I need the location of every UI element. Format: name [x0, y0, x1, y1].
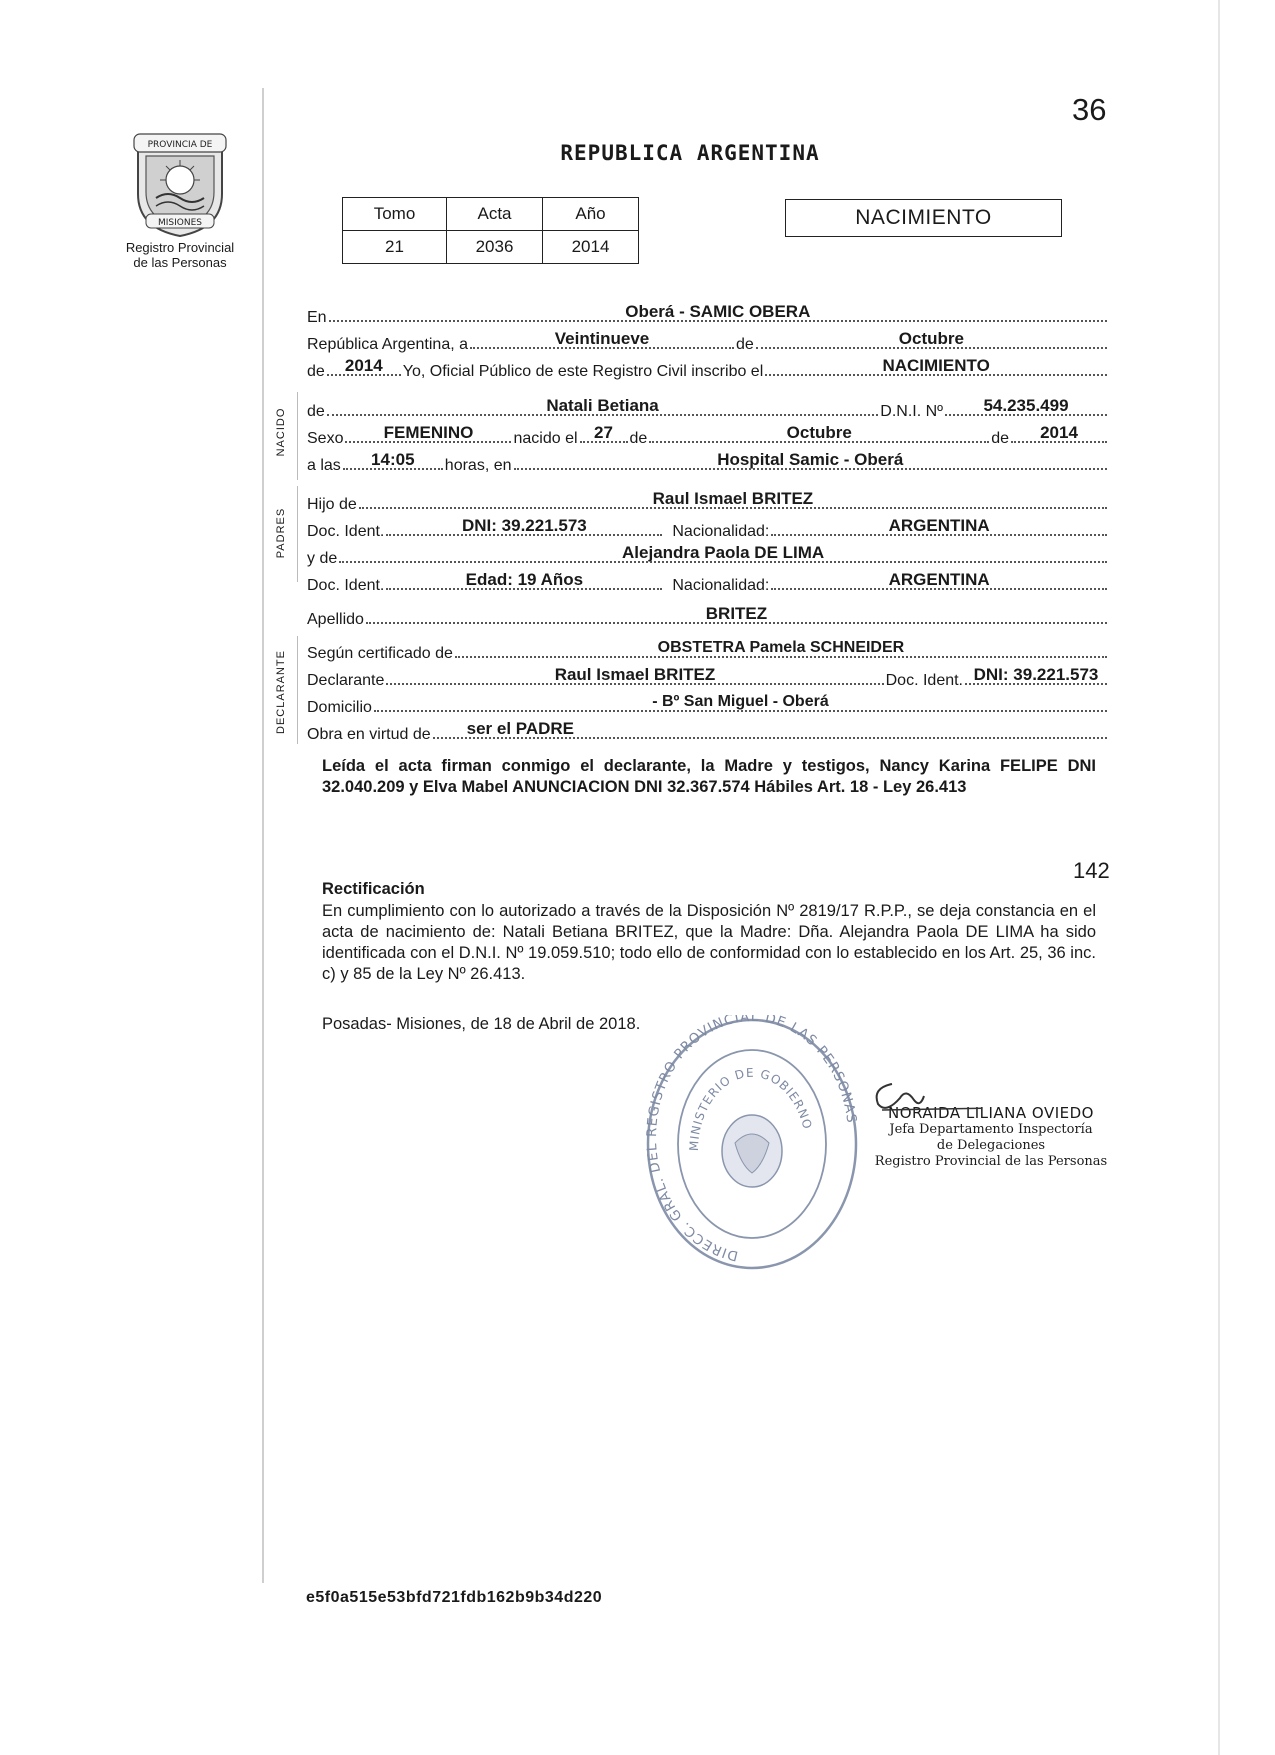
de-label-1: de [736, 336, 754, 353]
mother-doc-value: Edad: 19 Años [465, 570, 584, 589]
domicilio-label: Domicilio [307, 699, 372, 716]
line-time-place [307, 446, 1109, 476]
margin-number: 142 [1073, 858, 1110, 883]
father-doc-value: DNI: 39.221.573 [462, 516, 587, 535]
section-label-padres: PADRES [275, 507, 287, 559]
section-label-declarante: DECLARANTE [275, 650, 287, 734]
left-margin-rule [262, 88, 264, 1583]
time-value: 14:05 [371, 450, 415, 469]
right-margin-rule [1218, 0, 1220, 1755]
certificado-label: Según certificado de [307, 645, 453, 662]
nacido-el-label: nacido el [513, 430, 578, 447]
line-inscription [307, 352, 1109, 382]
doc-ident-label-1: Doc. Ident. [307, 523, 385, 540]
oficial-text: Yo, Oficial Público de este Registro Civil inscribo el [402, 363, 764, 380]
hijo-de-label: Hijo de [307, 496, 357, 513]
de-label-3: de [307, 403, 325, 420]
place-value: Oberá - SAMIC OBERA [625, 302, 811, 321]
official-stamp [643, 1015, 861, 1273]
nacido-bracket [297, 392, 299, 480]
nacionalidad-label-2: Nacionalidad: [672, 577, 770, 594]
provincial-seal-logo [128, 128, 232, 238]
nacionalidad-label-1: Nacionalidad: [672, 523, 770, 540]
seal-text-bottom: MISIONES [157, 218, 203, 228]
birth-day-value: 27 [594, 423, 613, 442]
document-hash: e5f0a515e53bfd721fdb162b9b34d220 [306, 1589, 603, 1606]
mother-value: Alejandra Paola DE LIMA [622, 543, 825, 562]
header-anio: Año [543, 198, 639, 231]
sexo-label: Sexo [307, 430, 344, 447]
de-label-2: de [307, 363, 325, 380]
line-certificado [307, 634, 1109, 664]
apellido-value: BRITEZ [705, 604, 768, 623]
domicilio-value: - Bº San Miguel - Oberá [652, 693, 829, 710]
closing-statement: Leída el acta firman conmigo el declarante, la Madre y testigos, Nancy Karina FELIPE DNI 32.040.209 y Elva Mabel ANUNCIACION DNI 32.367.574 Hábiles Art. 18 - Ley 26.413 [322, 757, 1096, 796]
line-father-doc [307, 512, 1109, 542]
registry-table-header-row [343, 198, 639, 231]
declarante-bracket [297, 636, 299, 744]
header-acta: Acta [447, 198, 543, 231]
republica-label: República Argentina, a [307, 336, 468, 353]
stamp-inner-text: MINISTERIO DE GOBIERNO [686, 1065, 815, 1152]
declarante-doc-value: DNI: 39.221.573 [973, 665, 1099, 684]
day-words-value: Veintinueve [554, 329, 650, 348]
child-name-value: Natali Betiana [546, 396, 659, 415]
seal-caption-line2: de las Personas [133, 255, 227, 270]
rectificacion-place-date: Posadas- Misiones, de 18 de Abril de 2018. [322, 1015, 641, 1033]
horas-en-label: horas, en [444, 457, 512, 474]
sexo-value: FEMENINO [383, 423, 474, 442]
line-date [307, 325, 1109, 355]
declarante-label: Declarante [307, 672, 385, 689]
line-father [307, 485, 1109, 515]
line-domicilio [307, 688, 1109, 718]
registry-table [342, 197, 639, 264]
line-obra [307, 715, 1109, 745]
seal-text-top: PROVINCIA DE [147, 140, 213, 150]
signature-block [866, 1080, 1116, 1170]
obra-label: Obra en virtud de [307, 726, 431, 743]
declarante-value: Raul Ismael BRITEZ [554, 665, 716, 684]
apellido-label: Apellido [307, 611, 364, 628]
seal-caption [108, 240, 252, 270]
en-label: En [307, 309, 327, 326]
line-declarante [307, 661, 1109, 691]
y-de-label: y de [307, 550, 338, 567]
signatory-name: NORAIDA LILIANA OVIEDO [888, 1104, 1094, 1122]
certificado-value: OBSTETRA Pamela SCHNEIDER [657, 639, 905, 656]
section-label-nacido: NACIDO [275, 407, 287, 457]
doc-ident-label-3: Doc. Ident. [885, 672, 963, 689]
document-title: REPUBLICA ARGENTINA [560, 141, 820, 165]
de-label-4: de [629, 430, 648, 447]
value-tomo: 21 [343, 231, 447, 264]
line-place [307, 298, 1109, 328]
obra-value: ser el PADRE [466, 719, 575, 738]
inscription-value: NACIMIENTO [882, 356, 990, 375]
a-las-label: a las [307, 457, 341, 474]
birth-month-value: Octubre [786, 423, 852, 442]
line-child-name [307, 392, 1109, 422]
signatory-title-1: Jefa Departamento Inspectoría [889, 1122, 1093, 1137]
value-acta: 2036 [447, 231, 543, 264]
rectificacion-title: Rectificación [322, 880, 425, 898]
hospital-value: Hospital Samic - Oberá [717, 450, 904, 469]
signatory-title-3: Registro Provincial de las Personas [874, 1154, 1108, 1169]
rectificacion-body: En cumplimiento con lo autorizado a través de la Disposición Nº 2819/17 R.P.P., se deja constancia en el acta de nacimiento de: Natali Betiana BRITEZ, que la Madre: Dña. Alejandra Paola DE LIMA ha sido identificada con el D.N.I. Nº 19.059.510; todo ello de conformidad con lo establecido en los Art. 25, 36 inc. c) y 85 de la Ley Nº 26.413. [322, 902, 1096, 983]
line-mother [307, 539, 1109, 569]
padres-bracket [297, 486, 299, 582]
month-value: Octubre [898, 329, 964, 348]
signatory-title-2: de Delegaciones [936, 1138, 1046, 1153]
line-sex-birth [307, 419, 1109, 449]
value-anio: 2014 [543, 231, 639, 264]
year-value: 2014 [344, 356, 383, 375]
father-value: Raul Ismael BRITEZ [652, 489, 814, 508]
birth-year-value: 2014 [1040, 423, 1078, 442]
father-nationality-value: ARGENTINA [888, 516, 990, 535]
handwritten-signature [862, 1070, 982, 1120]
doc-ident-label-2: Doc. Ident. [307, 577, 385, 594]
child-dni-value: 54.235.499 [983, 396, 1069, 415]
mother-nationality-value: ARGENTINA [888, 570, 990, 589]
page-number: 36 [1072, 92, 1107, 127]
de-label-5: de [991, 430, 1009, 447]
line-mother-doc [307, 566, 1109, 596]
seal-caption-line1: Registro Provincial [125, 240, 235, 255]
record-type-box: NACIMIENTO [785, 199, 1062, 237]
header-tomo: Tomo [343, 198, 447, 231]
registry-table-value-row [343, 231, 639, 264]
dni-label: D.N.I. Nº [880, 403, 943, 420]
stamp-outer-text: DIRECC. GRAL. DEL REGISTRO PROVINCIAL DE LAS PERSONAS [643, 1015, 860, 1264]
line-apellido [307, 600, 1109, 630]
